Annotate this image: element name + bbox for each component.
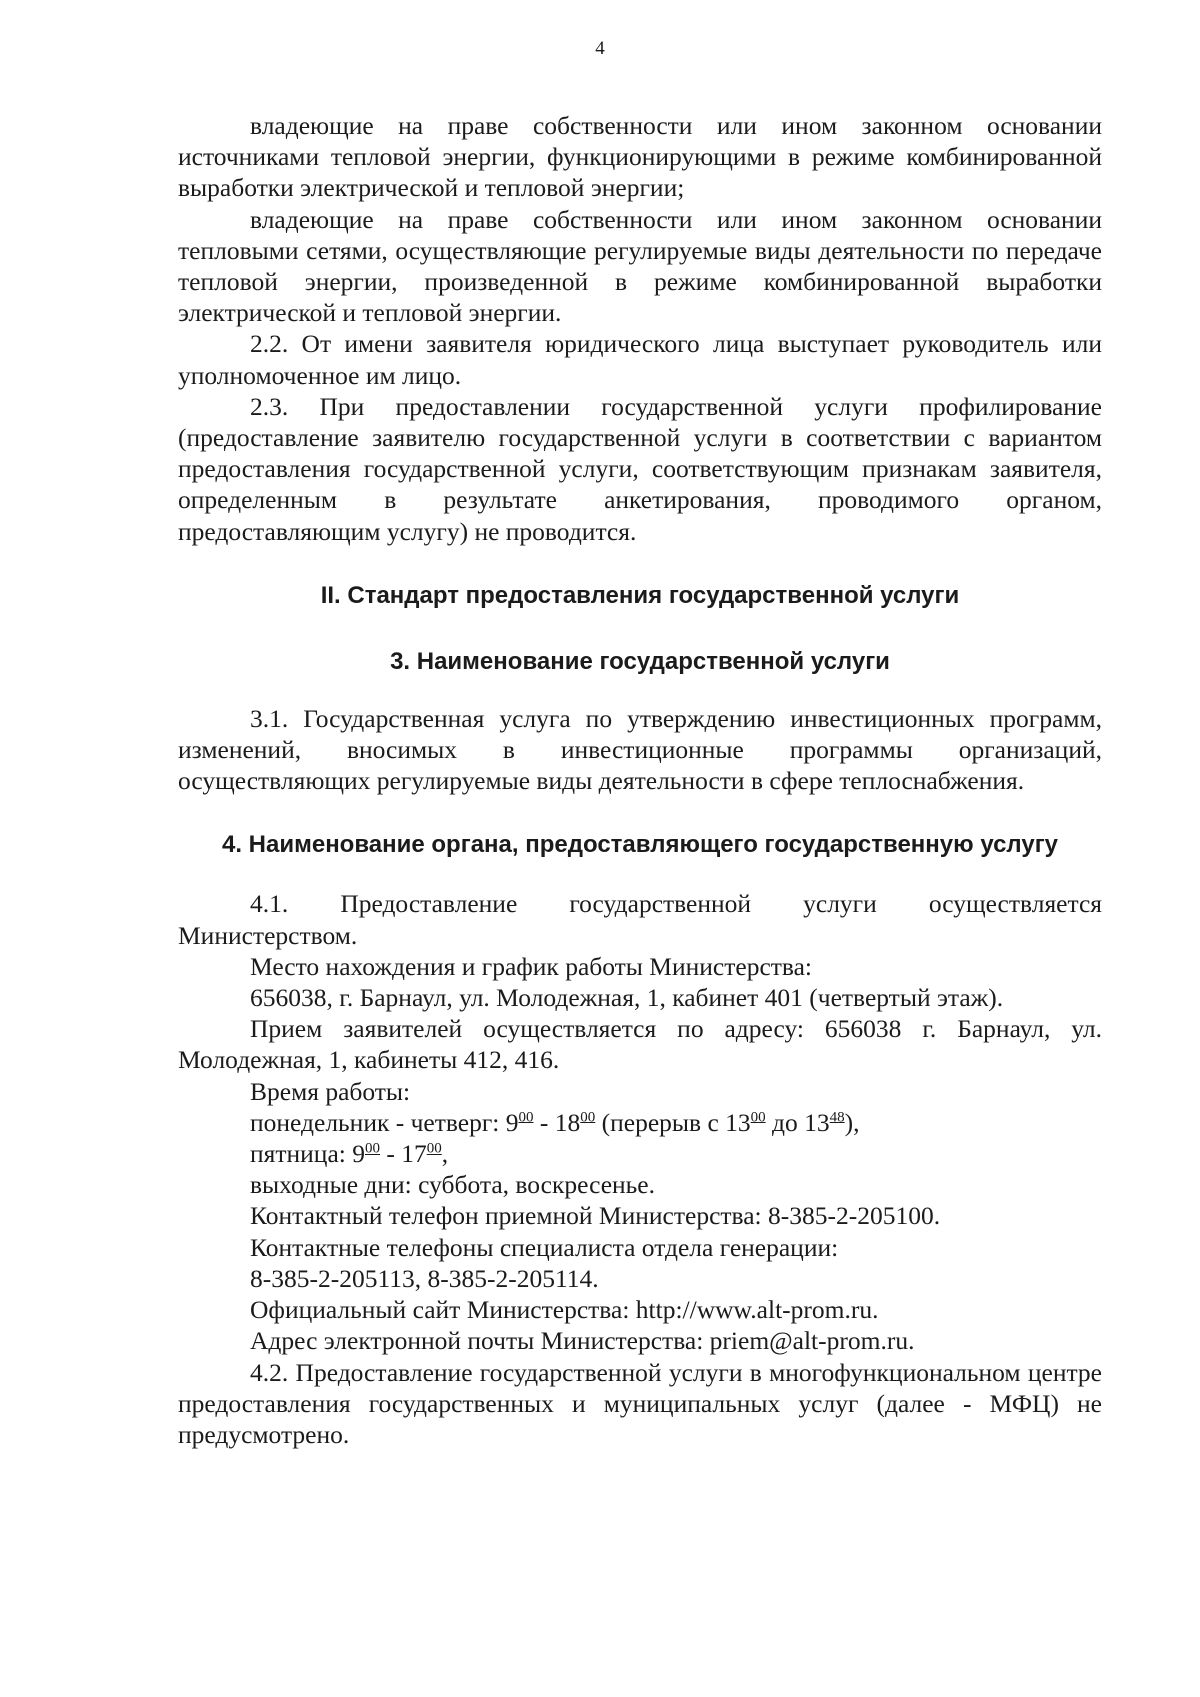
heading-authority-name: 4. Наименование органа, предоставляющего государственную услугу <box>221 831 1059 859</box>
reception-address: Прием заявителей осуществляется по адресу: 656038 г. Барнаул, ул. Молодежная, 1, кабинеты 412, 416. <box>178 1014 1102 1075</box>
phones-specialist-label: Контактные телефоны специалиста отдела генерации: <box>250 1232 839 1262</box>
location-label: Место нахождения и график работы Министерства: <box>250 951 813 981</box>
hours-label: Время работы: <box>250 1076 411 1106</box>
page-number: 4 <box>595 38 605 59</box>
section-title: II. Стандарт предоставления государственной услуги <box>320 581 960 609</box>
heading-service-name: 3. Наименование государственной услуги <box>390 647 890 675</box>
hours-fri: пятница: $9^{00} - 17^{00}$, <box>250 1139 449 1169</box>
phones-specialist: 8-385-2-205113, 8-385-2-205114. <box>250 1263 599 1293</box>
paragraph-2-2: 2.2. От имени заявителя юридического лица выступает руководитель или уполномоченное им лицо. <box>178 329 1102 390</box>
location-address: 656038, г. Барнаул, ул. Молодежная, 1, кабинет 401 (четвертый этаж). <box>250 983 1004 1013</box>
paragraph-4-1: 4.1. Предоставление государственной услуги осуществляется Министерством. <box>178 889 1102 950</box>
document-body <box>178 110 1102 1450</box>
paragraph-heat-networks: владеющие на праве собственности или ином законном основании тепловыми сетями, осуществляющие регулируемые виды деятельности по передаче тепловой энергии, произведенной в режиме комбинированной выработки электрической и тепловой энергии. <box>178 204 1102 328</box>
days-off: выходные дни: суббота, воскресенье. <box>250 1170 655 1200</box>
phone-reception: Контактный телефон приемной Министерства: 8-385-2-205100. <box>250 1201 941 1231</box>
email: Адрес электронной почты Министерства: priem@alt-prom.ru. <box>250 1326 915 1356</box>
website: Официальный сайт Министерства: http://www.alt-prom.ru. <box>250 1295 879 1325</box>
paragraph-heat-sources: владеющие на праве собственности или ином законном основании источниками тепловой энергии, функционирующими в режиме комбинированной выработки электрической и тепловой энергии; <box>178 111 1102 203</box>
paragraph-2-3: 2.3. При предоставлении государственной услуги профилирование (предоставление заявителю государственной услуги в соответствии с вариантом предоставления государственной услуги, соответствующим признакам заявителя, определенным в результате анкетирования, проводимого органом, предоставляющим услугу) не проводится. <box>178 391 1102 546</box>
paragraph-4-2: 4.2. Предоставление государственной услуги в многофункциональном центре предоставления государственных и муниципальных услуг (далее - МФЦ) не предусмотрено. <box>178 1357 1102 1449</box>
paragraph-3-1: 3.1. Государственная услуга по утверждению инвестиционных программ, изменений, вносимых в инвестиционные программы организаций, осуществляющих регулируемые виды деятельности в сфере теплоснабжения. <box>178 703 1102 796</box>
hours-mon-thu: понедельник - четверг: $9^{00} - 18^{00}$ (перерыв с $13^{00}$ до $13^{48}$), <box>250 1107 860 1137</box>
